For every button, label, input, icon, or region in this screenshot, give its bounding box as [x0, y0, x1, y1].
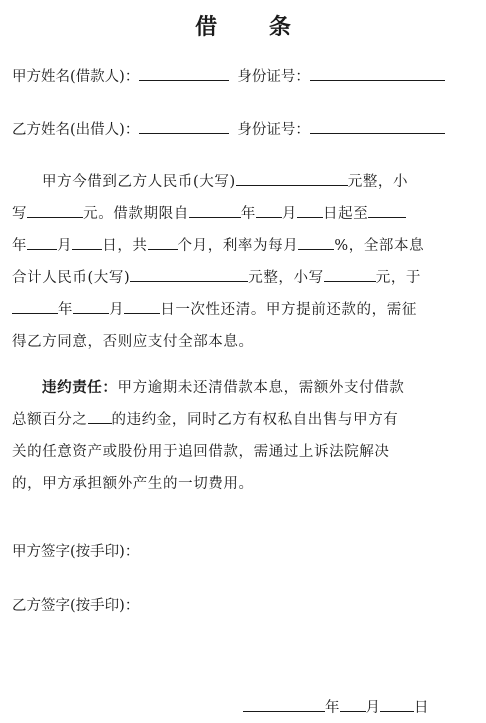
repay-month-field[interactable] [73, 299, 109, 314]
terms-line-5: 年 月 日一次性还清。甲方提前还款的，需征 [12, 294, 478, 326]
breach-line-4: 的，甲方承担额外产生的一切费用。 [12, 476, 254, 492]
amount-figures-field[interactable] [27, 203, 83, 218]
total-figures-field[interactable] [324, 267, 376, 282]
repay-year-field[interactable] [12, 299, 58, 314]
terms-line-4: 合计人民币(大写) 元整，小写 元，于 [12, 262, 478, 294]
breach-line-3: 关的任意资产或股份用于追回借款，需通过上诉法院解决 [12, 444, 390, 460]
party-b-id-field[interactable] [310, 119, 445, 134]
party-a-name-field[interactable] [139, 66, 229, 81]
party-a-signature-label: 甲方签字(按手印)： [12, 544, 140, 560]
date-year-field[interactable] [243, 697, 325, 712]
party-b-id-label: 身份证号： [237, 122, 310, 138]
party-a-signature [12, 542, 139, 562]
breach-line-1: 违约责任：甲方逾期未还清借款本息，需额外支付借款 [42, 379, 405, 396]
end-year-field[interactable] [368, 203, 406, 218]
terms-line-1: 甲方今借到乙方人民币(大写) 元整，小 [12, 166, 478, 198]
amount-words-field[interactable] [236, 171, 348, 186]
loan-terms-paragraph [12, 166, 478, 358]
party-a-name-label: 甲方姓名(借款人)： [12, 69, 140, 85]
party-b-name-field[interactable] [139, 119, 229, 134]
date-line: 年 月 日 [243, 697, 429, 718]
breach-label: 违约责任： [42, 379, 118, 396]
start-year-field[interactable] [189, 203, 241, 218]
end-month-field[interactable] [27, 235, 57, 250]
end-day-field[interactable] [72, 235, 102, 250]
start-day-field[interactable] [297, 203, 323, 218]
terms-line-3: 年 月 日，共 个月，利率为每月 %，全部本息 [12, 230, 478, 262]
party-b-name-label: 乙方姓名(出借人)： [12, 122, 140, 138]
penalty-percent-field[interactable] [88, 409, 112, 424]
date-month-field[interactable] [340, 697, 366, 712]
party-a-id-label: 身份证号： [237, 69, 310, 85]
breach-paragraph [12, 372, 478, 500]
date-day-field[interactable] [380, 697, 414, 712]
party-b-signature-label: 乙方签字(按手印)： [12, 598, 140, 614]
breach-line-2: 总额百分之 的违约金，同时乙方有权私自出售与甲方有 [12, 404, 478, 436]
terms-line-2: 写 元。借款期限自 年 月 日起至 [12, 198, 478, 230]
party-b-signature [12, 596, 139, 616]
total-words-field[interactable] [130, 267, 248, 282]
party-a-id-field[interactable] [310, 66, 445, 81]
terms-line-6: 得乙方同意，否则应支付全部本息。 [12, 334, 254, 350]
party-b-row [12, 119, 445, 140]
repay-day-field[interactable] [124, 299, 160, 314]
document-title: 借 条 [195, 15, 313, 40]
interest-rate-field[interactable] [298, 235, 334, 250]
term-months-field[interactable] [148, 235, 178, 250]
start-month-field[interactable] [256, 203, 282, 218]
party-a-row [12, 66, 445, 87]
